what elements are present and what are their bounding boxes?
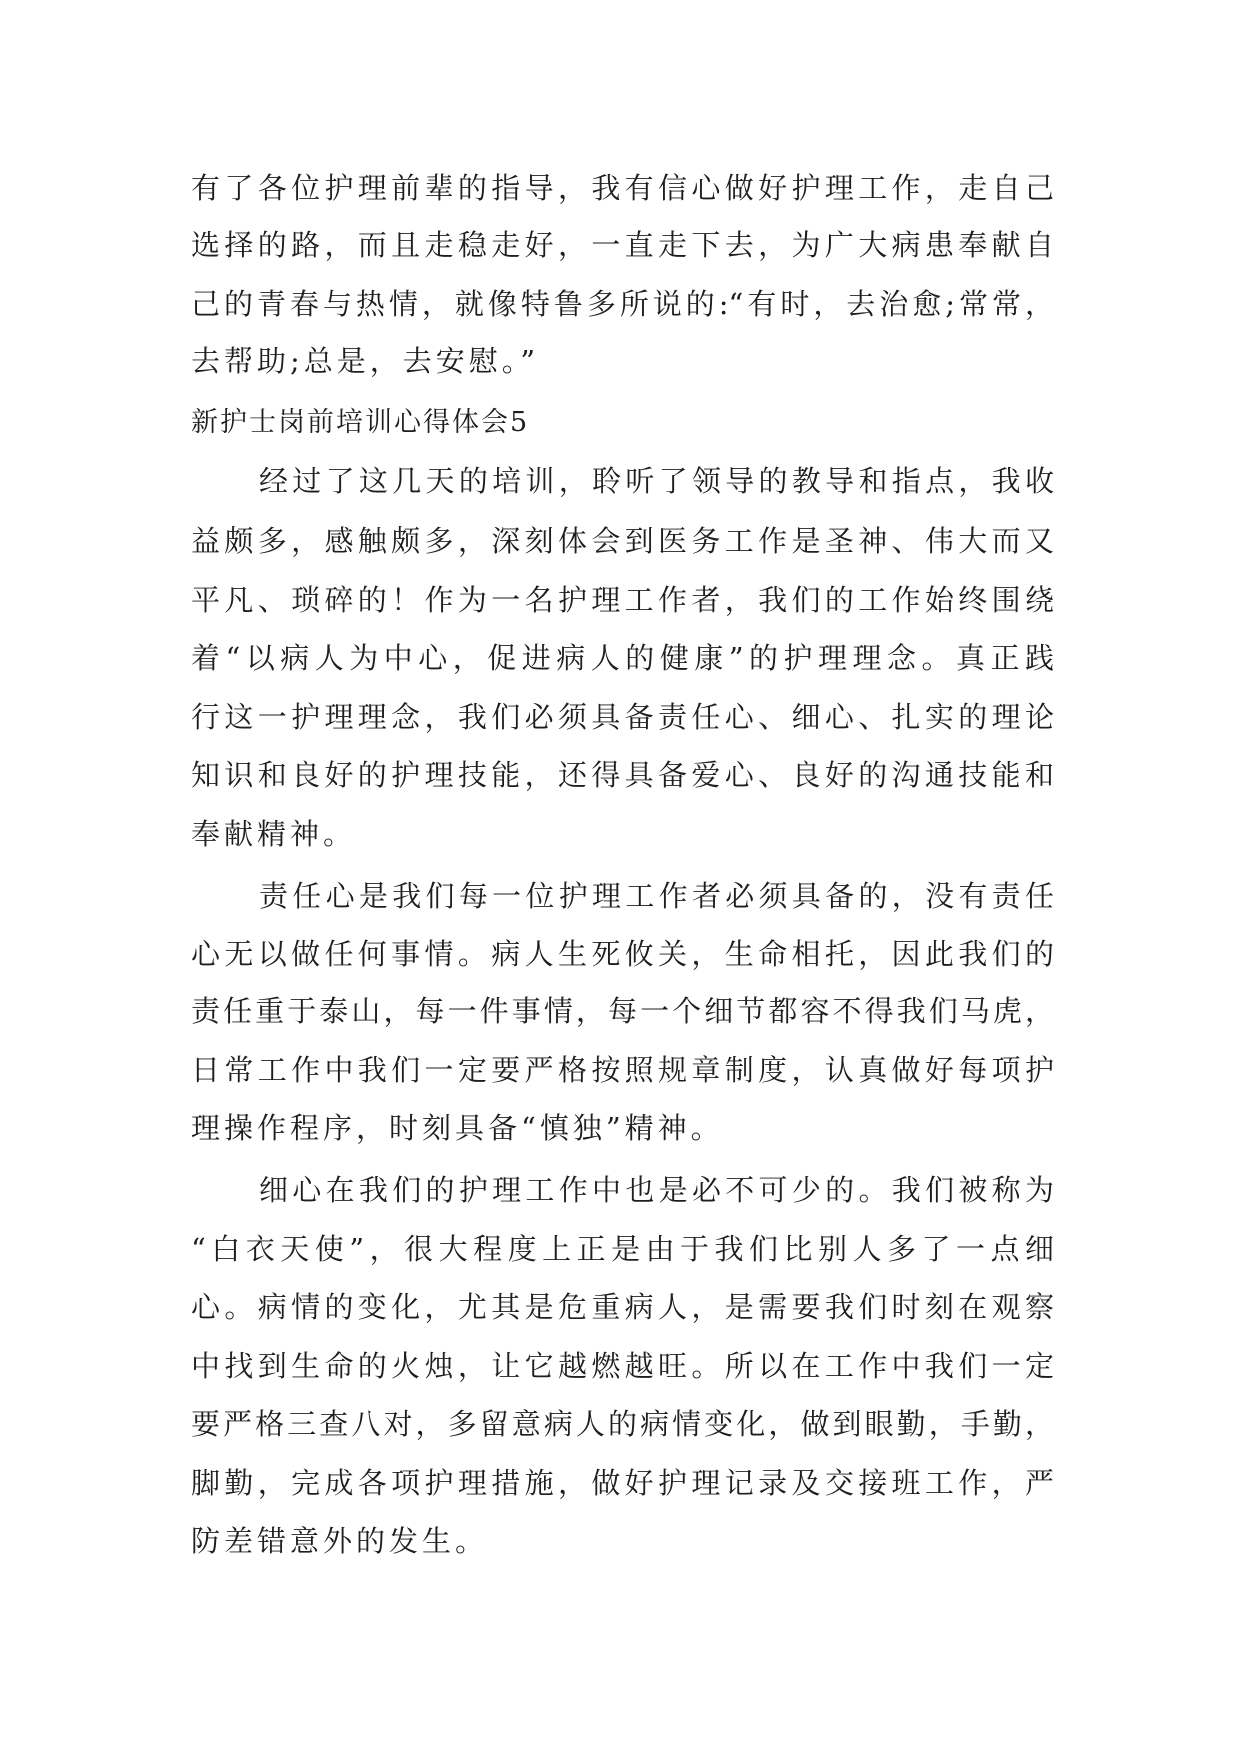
text-line: 心无以做任何事情。病人生死攸关，生命相托，因此我们的 <box>191 937 1054 971</box>
text-line: 脚勤，完成各项护理措施，做好护理记录及交接班工作，严 <box>191 1466 1054 1500</box>
text-line: 着“以病人为中心，促进病人的健康”的护理理念。真正践 <box>191 641 1054 675</box>
text-line: 去帮助;总是，去安慰。” <box>191 344 540 378</box>
text-line: 益颇多，感触颇多，深刻体会到医务工作是圣神、伟大而又 <box>191 524 1054 558</box>
text-line: 行这一护理理念，我们必须具备责任心、细心、扎实的理论 <box>191 700 1054 734</box>
text-line: 责任重于泰山，每一件事情，每一个细节都容不得我们马虎， <box>191 994 1054 1028</box>
text-line: “白衣天使”，很大程度上正是由于我们比别人多了一点细 <box>191 1232 1054 1266</box>
text-line: 经过了这几天的培训，聆听了领导的教导和指点，我收 <box>259 464 1054 498</box>
section-heading: 新护士岗前培训心得体会5 <box>191 407 530 438</box>
text-line: 选择的路，而且走稳走好，一直走下去，为广大病患奉献自 <box>191 228 1054 262</box>
text-line: 要严格三查八对，多留意病人的病情变化，做到眼勤，手勤， <box>191 1407 1054 1441</box>
text-line: 理操作程序，时刻具备“慎独”精神。 <box>191 1111 724 1145</box>
text-line: 细心在我们的护理工作中也是必不可少的。我们被称为 <box>259 1173 1054 1207</box>
text-line: 知识和良好的护理技能，还得具备爱心、良好的沟通技能和 <box>191 758 1054 792</box>
text-line: 平凡、琐碎的！作为一名护理工作者，我们的工作始终围绕 <box>191 583 1054 617</box>
text-line: 心。病情的变化，尤其是危重病人，是需要我们时刻在观察 <box>191 1290 1054 1324</box>
text-line: 防差错意外的发生。 <box>191 1524 489 1558</box>
text-line: 有了各位护理前辈的指导，我有信心做好护理工作，走自己 <box>191 171 1054 205</box>
text-line: 奉献精神。 <box>191 817 357 851</box>
text-line: 中找到生命的火烛，让它越燃越旺。所以在工作中我们一定 <box>191 1349 1054 1383</box>
text-line: 责任心是我们每一位护理工作者必须具备的，没有责任 <box>259 879 1054 913</box>
text-line: 己的青春与热情，就像特鲁多所说的:“有时，去治愈;常常， <box>191 287 1054 321</box>
text-line: 日常工作中我们一定要严格按照规章制度，认真做好每项护 <box>191 1053 1054 1087</box>
